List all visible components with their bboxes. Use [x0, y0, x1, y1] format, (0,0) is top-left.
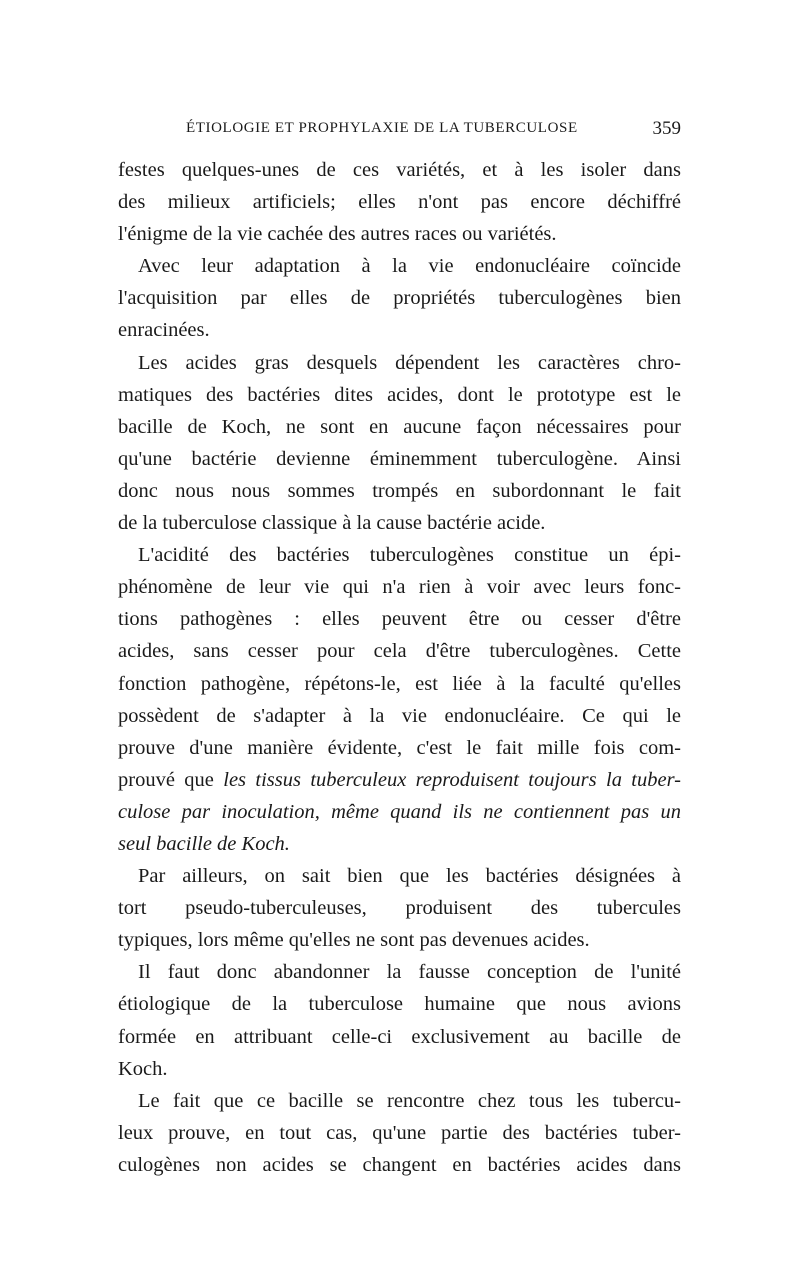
text-line: Koch.	[118, 1057, 168, 1080]
text-line: enracinées.	[118, 319, 210, 342]
text-line: Avec leur adaptation à la vie endonucléaire coïncide	[138, 255, 681, 278]
text-line: seul bacille de Koch.	[118, 832, 290, 855]
text-line: l'acquisition par elles de propriétés tuberculogènes bien	[118, 287, 681, 310]
text-line: matiques des bactéries dites acides, dont le prototype est le	[118, 383, 681, 406]
text-line: L'acidité des bactéries tuberculogènes constitue un épi-	[138, 544, 681, 567]
text-line: l'énigme de la vie cachée des autres races ou variétés.	[118, 223, 557, 246]
text-line: typiques, lors même qu'elles ne sont pas devenues acides.	[118, 929, 590, 952]
text-line: Le fait que ce bacille se rencontre chez tous les tubercu-	[138, 1089, 681, 1112]
text-line: de la tuberculose classique à la cause bactérie acide.	[118, 512, 546, 535]
text-line: Il faut donc abandonner la fausse conception de l'unité	[138, 961, 681, 984]
text-line: Les acides gras desquels dépendent les caractères chro-	[138, 351, 681, 374]
text-line: possèdent de s'adapter à la vie endonucléaire. Ce qui le	[118, 704, 681, 727]
text-line: prouve d'une manière évidente, c'est le fait mille fois com-	[118, 736, 681, 759]
body-text	[118, 154, 681, 1181]
text-line: formée en attribuant celle-ci exclusivement au bacille de	[118, 1025, 681, 1048]
text-line: culogènes non acides se changent en bactéries acides dans	[118, 1153, 681, 1176]
text-line: qu'une bactérie devienne éminemment tuberculogène. Ainsi	[118, 447, 681, 470]
text-line: fonction pathogène, répétons-le, est liée à la faculté qu'elles	[118, 672, 681, 695]
text-line: leux prouve, en tout cas, qu'une partie des bactéries tuber-	[118, 1121, 681, 1144]
text-line: culose par inoculation, même quand ils ne contiennent pas un	[118, 800, 681, 823]
text-line: Par ailleurs, on sait bien que les bactéries désignées à	[138, 865, 681, 888]
running-head	[118, 118, 683, 144]
text-line: phénomène de leur vie qui n'a rien à voir avec leurs fonc-	[118, 576, 681, 599]
text-line: tort pseudo-tuberculeuses, produisent des tubercules	[118, 897, 681, 920]
text-line: prouvé que les tissus tuberculeux reproduisent toujours la tuber-	[118, 768, 681, 791]
running-title: ÉTIOLOGIE ET PROPHYLAXIE DE LA TUBERCULOSE	[186, 120, 578, 136]
text-line: étiologique de la tuberculose humaine que nous avions	[118, 993, 681, 1016]
text-line: donc nous nous sommes trompés en subordonnant le fait	[118, 479, 681, 502]
text-line: tions pathogènes : elles peuvent être ou cesser d'être	[118, 608, 681, 631]
text-line: acides, sans cesser pour cela d'être tuberculogènes. Cette	[118, 640, 681, 663]
page-number: 359	[652, 118, 681, 139]
text-line: bacille de Koch, ne sont en aucune façon nécessaires pour	[118, 415, 681, 438]
text-line: festes quelques-unes de ces variétés, et à les isoler dans	[118, 159, 681, 181]
text-line: des milieux artificiels; elles n'ont pas encore déchiffré	[118, 191, 681, 214]
